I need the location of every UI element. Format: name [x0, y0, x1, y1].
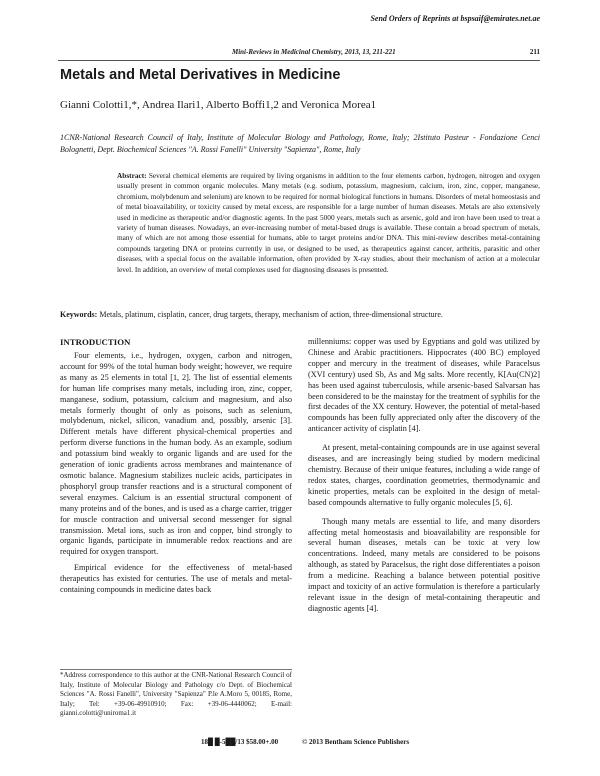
left-column — [60, 351, 292, 596]
right-column — [308, 337, 540, 615]
page-number: 211 — [529, 48, 540, 56]
reprints-notice: Send Orders of Reprints at bspsaif@emirates.net.ae — [370, 14, 540, 23]
keywords — [60, 310, 540, 319]
article-title: Metals and Metal Derivatives in Medicine — [60, 67, 341, 83]
keywords-text: Metals, platinum, cisplatin, cancer, drug targets, therapy, mechanism of action, three-dimensional structure. — [99, 310, 443, 319]
issn-price: 18█ █-5██/13 $58.00+.00 — [201, 738, 279, 746]
affiliations: 1CNR-National Research Council of Italy, Institute of Molecular Biology and Pathology, Rome, Italy; 2Istituto Pasteur - Fondazione Cenci Bolognetti, Dept. Biochemical Sciences "A. Rossi Fanelli" University "Sapienza", Rome, Italy — [60, 133, 540, 154]
abstract-label: Abstract: — [117, 171, 147, 180]
abstract-text: Several chemical elements are required by living organisms in addition to the four elements carbon, hydrogen, nitrogen and oxygen usually present in common organic molecules. Many metals (e.g. sodium, potassium, magnesium, calcium, iron, zinc, copper, manganese, chromium, molybdenum and selenium) are known to be required for normal biological functions in humans. Disorders of metal homeostasis and of metal bioavailability, or toxicity caused by metal excess, are responsible for a large number of human diseases. Metals are also extensively used in medicine as therapeutic and/or diagnostic agents. In the past 5000 years, metals such as arsenic, gold and iron have been used to treat a variety of human diseases. Nowadays, an ever-increasing number of metal-based drugs is available. These contain a broad spectrum of metals, many of which are not among those essential for humans, able to target proteins and/or DNA. This mini-review describes metal-containing compounds targeting DNA or proteins currently in use, or designed to be used, as therapeutics against cancer, arthritis, parasitic and other diseases, with a special focus on the available information, often provided by X-ray studies, about their mechanism of action at a molecular level. In addition, an overview of metal complexes used for diagnosing diseases is presented. — [117, 171, 541, 274]
section-heading-introduction: INTRODUCTION — [60, 337, 131, 347]
header-divider — [58, 60, 540, 61]
paragraph: At present, metal-containing compounds are in use against several diseases, and are increasingly being studied by modern medicinal chemistry. Because of their unique features, including a wide range of redox states, charges, coordination geometries, thermodynamic and kinetic properties, metals can be exploited in the design of metal-based compounds alternative to fully organic molecules [5, 6]. — [308, 443, 540, 507]
abstract — [117, 171, 540, 275]
copyright: © 2013 Bentham Science Publishers — [302, 738, 410, 746]
paragraph: millenniums: copper was used by Egyptians and gold was utilized by Chinese and Arabic practitioners. Hippocrates (400 BC) employed copper and mercury in the treatment of diseases, while Paracelsus (XVI century) used Sb, As and Mg salts. More recently, K[Au(CN)2] has been used against tuberculosis, while arsenic-based Salvarsan has been considered to be the mainstay for the treatment of syphilis for the first decades of the XX century. However, the potential of metal-based compounds has been fully appreciated only after the discovery of the anticancer activity of cisplatin [4]. — [308, 337, 540, 434]
paragraph: Though many metals are essential to life, and many disorders affecting metal homeostasis and bioavailability are responsible for several human diseases, metals can be toxic at very low concentrations. Indeed, many metals are considered to be poisons although, as stated by Paracelsus, the right dose differentiates a poison from a medicine. Reaching a balance between potential positive impact and toxicity of an active formulation is therefore a particularly relevant issue in the design of metal-containing therapeutic and diagnostic agents [4]. — [308, 516, 540, 613]
keywords-label: Keywords: — [60, 310, 98, 319]
paragraph: Four elements, i.e., hydrogen, oxygen, carbon and nitrogen, account for 99% of the total human body weight; however, we require as many as 25 elements in total [1, 2]. The list of essential elements for human life comprises many metals, including iron, zinc, copper, manganese, sodium, potassium, calcium and magnesium, and also metals formerly thought of only as poisons, such as selenium, molybdenum, nickel, silicon, vanadium and, possibly, arsenic [3]. Different metals have different physical-chemical properties and perform diverse functions in the human body. As an example, sodium and potassium bind weakly to organic ligands and are used for the generation of ionic gradients across membranes and maintenance of osmotic balance. Magnesium stabilizes nucleic acids, participates in phosphoryl group transfer reactions and is a structural component of several enzymes. Calcium is an essential structural component of many proteins and of the bones, and is used as a charge carrier, trigger for muscle contraction and universal second messenger for signal transmission. Metal ions, such as iron and copper, bind strongly to organic ligands, participate in innumerable redox reactions and are required for oxygen transport. — [60, 351, 292, 557]
paragraph: Empirical evidence for the effectiveness of metal-based therapeutics has existed for centuries. The use of metals and metal-containing compounds in medicine dates back — [60, 563, 292, 595]
footnote-divider — [60, 669, 292, 670]
journal-citation: Mini-Reviews in Medicinal Chemistry, 2013, 13, 211-221 — [232, 48, 396, 56]
author-list: Gianni Colotti1,*, Andrea Ilari1, Alberto Boffi1,2 and Veronica Morea1 — [60, 99, 377, 111]
correspondence-footnote: *Address correspondence to this author at the CNR-National Research Council of Italy, Institute of Molecular Biology and Pathology c/o Dept. of Biochemical Sciences "A. Rossi Fanelli", University "Sapienza" P.le A.Moro 5, 00185, Rome, Italy; Tel: +39-06-49910910; Fax: +39-06-4440062; E-mail: gianni.colotti@uniroma1.it — [60, 671, 292, 718]
